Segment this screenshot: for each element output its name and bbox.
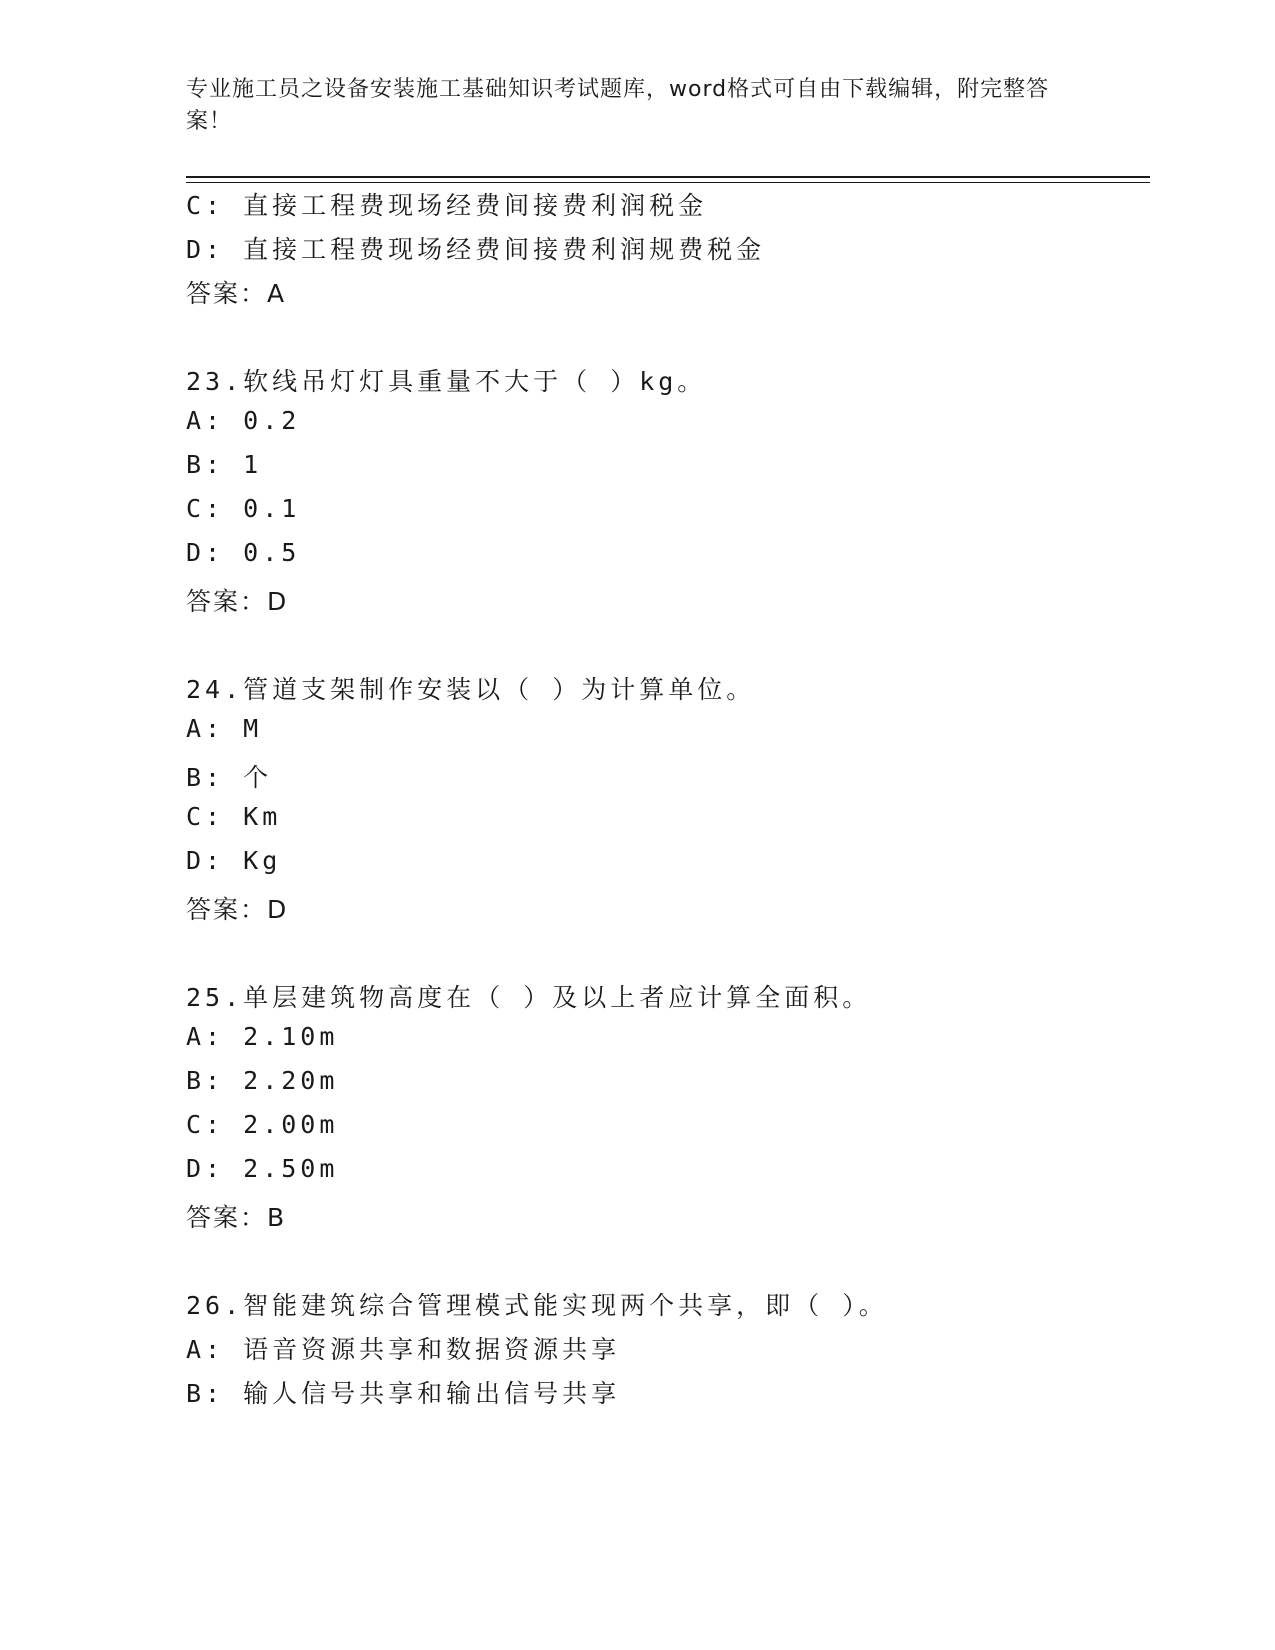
q25-option-b: B: 2.20m [186,1066,339,1095]
question-26: 26.智能建筑综合管理模式能实现两个共享，即（ ）。 [186,1291,888,1320]
q26-option-b: B: 输人信号共享和输出信号共享 [186,1379,621,1408]
q23-option-a: A: 0.2 [186,406,301,435]
q25-option-d: D: 2.50m [186,1154,339,1183]
question-23: 23.软线吊灯灯具重量不大于（ ）kg。 [186,367,707,396]
q25-answer: 答案：B [186,1203,287,1232]
q23-option-c: C: 0.1 [186,494,301,523]
question-25: 25.单层建筑物高度在（ ）及以上者应计算全面积。 [186,983,872,1012]
header-divider-thick [186,176,1150,178]
q24-option-c: C: Km [186,802,282,831]
q24-option-b: B: 个 [186,763,273,792]
option-d: D: 直接工程费现场经费间接费利润规费税金 [186,235,766,264]
q24-option-d: D: Kg [186,846,282,875]
option-c: C: 直接工程费现场经费间接费利润税金 [186,191,708,220]
q25-option-a: A: 2.10m [186,1022,339,1051]
q23-option-d: D: 0.5 [186,538,301,567]
q23-answer: 答案：D [186,587,289,616]
header-divider-thin [186,182,1150,183]
q25-option-c: C: 2.00m [186,1110,339,1139]
q23-option-b: B: 1 [186,450,263,479]
q24-answer: 答案：D [186,895,289,924]
question-24: 24.管道支架制作安装以（ ）为计算单位。 [186,675,756,704]
q24-option-a: A: M [186,714,263,743]
q26-option-a: A: 语音资源共享和数据资源共享 [186,1335,621,1364]
document-header: 专业施工员之设备安装施工基础知识考试题库，word格式可自由下载编辑，附完整答案！ [186,77,1050,134]
answer-line: 答案：A [186,279,287,308]
